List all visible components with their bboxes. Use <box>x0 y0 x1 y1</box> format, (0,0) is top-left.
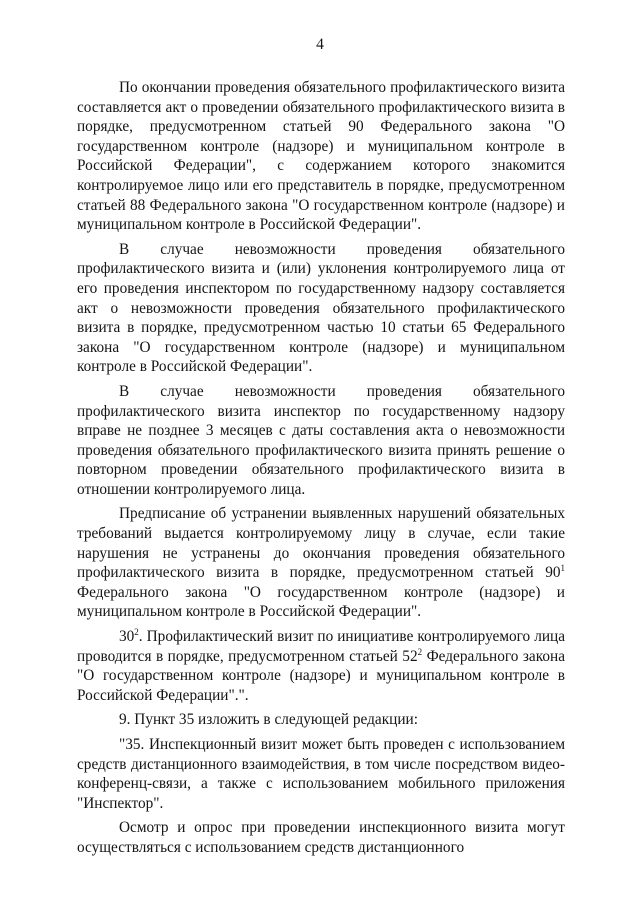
paragraph-impossibility-act: В случае невозможности проведения обязательного профилактического визита и (или) уклонения контролируемого лица от его проведения инспектором по государственному надзору составляется акт о невозможности проведения обязательного профилактического визита в порядке, предусмотренном частью 10 статьи 65 Федерального закона "О государственном контроле (надзоре) и муниципальном контроле в Российской Федерации". <box>77 240 565 376</box>
clause-number: 30 <box>119 628 135 646</box>
superscript-marker: 2 <box>134 627 139 638</box>
document-body <box>77 78 565 858</box>
superscript-marker: 2 <box>417 646 423 657</box>
paragraph-inspection-visit: "35. Инспекционный визит может быть проведен с использованием средств дистанционного взаимодействия, в том числе посредством видео-конференц-связи, а также с использованием мобильного приложения "Инспектор". <box>77 736 565 812</box>
paragraph-initiative-text-end: Федерального закона "О государственном контроле (надзоре) и муниципальном контроле в Российской Федерации".". <box>77 647 565 704</box>
paragraph-prescription <box>77 504 565 622</box>
paragraph-prescription-text: Предписание об устранении выявленных нарушений обязательных требований выдается контролируемому лицу в случае, если такие нарушения не устранены до окончания проведения обязательного профилактического визита в порядке, предусмотренном статьей 90 <box>77 505 565 582</box>
paragraph-repeat-visit: В случае невозможности проведения обязательного профилактического визита инспектор по государственному надзору вправе не позднее 3 месяцев с даты составления акта о невозможности проведения обязательного профилактического визита принять решение о повторном проведении обязательного профилактического визита в отношении контролируемого лица. <box>77 382 565 498</box>
paragraph-inspection-survey: Осмотр и опрос при проведении инспекционного визита могут осуществляться с использованием средств дистанционного <box>77 819 565 856</box>
page-number: 4 <box>316 36 324 53</box>
paragraph-initiative-visit <box>77 627 565 705</box>
paragraph-act-of-visit: По окончании проведения обязательного профилактического визита составляется акт о проведении обязательного профилактического визита в порядке, предусмотренном статьей 90 Федерального закона "О государственном контроле (надзоре) и муниципальном контроле в Российской Федерации", с содержанием которого знакомится контролируемое лицо или его представитель в порядке, предусмотренном статьей 88 Федерального закона "О государственном контроле (надзоре) и муниципальном контроле в Российской Федерации". <box>77 79 565 234</box>
superscript-marker: 1 <box>560 563 565 574</box>
paragraph-prescription-text-end: Федерального закона "О государственном контроле (надзоре) и муниципальном контроле в Российской Федерации". <box>77 583 565 621</box>
paragraph-item-9: 9. Пункт 35 изложить в следующей редакции: <box>119 711 418 729</box>
paragraph-initiative-text: . Профилактический визит по инициативе контролируемого лица проводится в порядке, предусмотренном статьей 52 <box>77 628 565 665</box>
